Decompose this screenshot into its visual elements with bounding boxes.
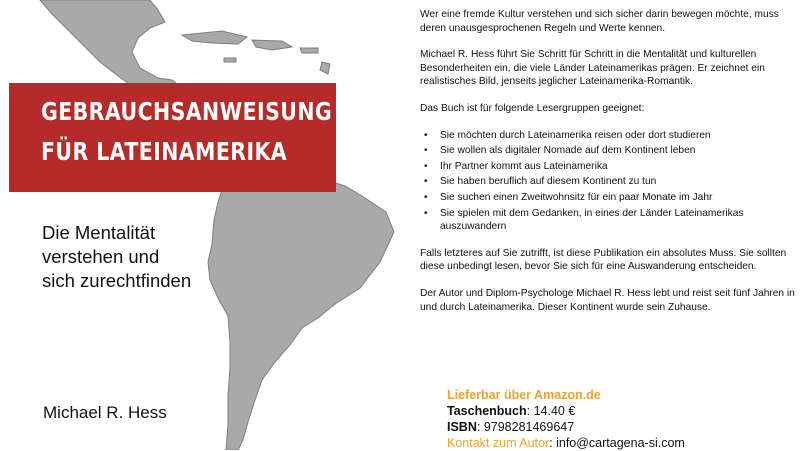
list-item: • Sie haben beruflich auf diesem Kontinent zu tun (440, 175, 795, 189)
list-item: • Sie spielen mit dem Gedanken, in eines der Länder Lateinamerikas auszuwandern (440, 207, 795, 234)
book-title-line2: FÜR LATEINAMERIKA (41, 137, 288, 166)
list-item: • Sie möchten durch Lateinamerika reisen oder dort studieren (440, 129, 795, 143)
list-item: • Ihr Partner kommt aus Lateinamerika (440, 160, 795, 174)
contact-label: Kontakt zum Autor (447, 436, 550, 450)
list-item: • Sie suchen einen Zweitwohnsitz für ein paar Monate im Jahr (440, 191, 795, 205)
subtitle-line: Die Mentalität (42, 222, 156, 243)
paperback-row (447, 403, 685, 419)
audience-list (420, 129, 795, 234)
subtitle-line: verstehen und (42, 246, 160, 267)
paperback-price: : 14.40 € (526, 404, 576, 418)
list-item: • Sie wollen als digitaler Nomade auf dem Kontinent leben (440, 144, 795, 158)
contact-email[interactable]: : info@cartagena-si.com (549, 436, 685, 450)
book-title (41, 92, 332, 172)
book-subtitle (42, 221, 191, 293)
intro-paragraph: Wer eine fremde Kultur verstehen und sich sicher darin bewegen möchte, muss deren unausgesprochenen Regeln und Werte kennen. (420, 9, 779, 34)
order-info (447, 387, 685, 451)
book-description (420, 8, 795, 327)
isbn-value: : 9798281469647 (476, 420, 575, 434)
paperback-label: Taschenbuch (447, 404, 527, 418)
availability-text: Lieferbar über Amazon.de (447, 388, 601, 402)
title-banner (9, 83, 336, 192)
emigration-paragraph: Falls letzteres auf Sie zutrifft, ist diese Publikation ein absolutes Muss. Sie sollten diese unbedingt lesen, bevor Sie sich für eine Auswanderung entscheiden. (420, 247, 787, 273)
author-bio-paragraph: Der Autor und Diplom-Psychologe Michael R. Hess lebt und reist seit fünf Jahren in und durch Lateinamerika. Dieser Kontinent wurde sein Zuhause. (420, 287, 795, 313)
book-title-line1: GEBRAUCHSANWEISUNG (41, 97, 333, 126)
contact-row (447, 435, 685, 451)
author-intro-paragraph: Michael R. Hess führt Sie Schritt für Schritt in die Mentalität und kulturellen Besonderheiten ein, die viele Länder Lateinamerikas prägen. Er zeichnet ein realistisches Bild, jenseits jeglicher Lateinamerika-Romantik. (420, 49, 765, 88)
cover-author: Michael R. Hess (43, 403, 167, 422)
book-cover (0, 0, 400, 450)
isbn-row (447, 419, 685, 435)
isbn-label: ISBN (447, 420, 477, 434)
subtitle-line: sich zurechtfinden (42, 270, 192, 291)
audience-heading: Das Buch ist für folgende Lesergruppen geeignet: (420, 102, 645, 114)
